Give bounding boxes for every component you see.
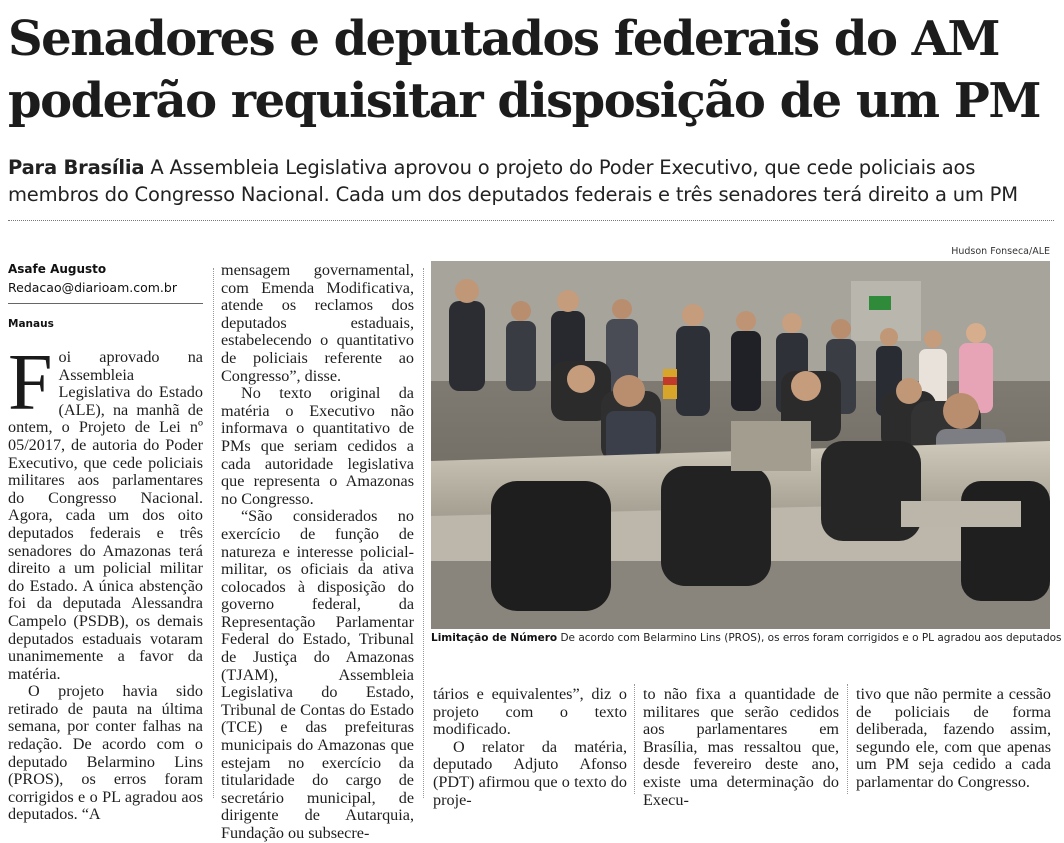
deck-text: A Assembleia Legislativa aprovou o projeto do Poder Executivo, que cede policiais aos membros do Congresso Nacional. Cada um dos deputados federais e três senadores terá direito a um PM xyxy=(8,156,1018,206)
deck-kicker: Para Brasília xyxy=(8,156,145,179)
photo-illustration xyxy=(431,261,1050,629)
headline-line-2: poderão requisitar disposição de um PM xyxy=(8,73,1040,129)
article-column-2 xyxy=(221,262,414,843)
deck xyxy=(8,154,1058,208)
caption-title: Limitação de Número xyxy=(431,632,558,644)
column-divider xyxy=(213,268,214,798)
photo-credit: Hudson Fonseca/ALE xyxy=(951,246,1050,257)
article-paragraph: O projeto havia sido retirado de pauta na última semana, por conter falhas na redação. De acordo com o deputado Belarmino Lins (PROS), os erros foram corrigidos e o PL agradou aos deputados. “A xyxy=(8,682,203,824)
article-paragraph: oi aprovado na Assembleia Legislativa do Estado (ALE), na manhã de ontem, o Projeto de Lei nº 05/2017, de autoria do Poder Executivo, que cede policiais militares aos parlamentares do Congresso Nacional. Agora, cada um dos oito deputados federais e três senadores do Amazonas terá direito a um policial militar do Estado. A única abstenção foi da deputada Alessandra Campelo (PSDB), os demais deputados estaduais votaram unanimemente a favor da matéria. xyxy=(8,348,203,683)
article-paragraph: mensagem governamental, com Emenda Modificativa, atende os reclamos dos deputados estaduais, estabelecendo o quantitativo de policiais referente ao Congresso”, disse. xyxy=(221,261,414,385)
column-divider xyxy=(634,684,635,794)
headline-line-1: Senadores e deputados federais do AM xyxy=(8,11,1000,67)
dateline: Manaus xyxy=(8,318,54,330)
byline-author: Asafe Augusto xyxy=(8,262,107,276)
article-column-1 xyxy=(8,339,203,824)
news-photo xyxy=(431,261,1050,629)
article-paragraph: O relator da matéria, deputado Adjuto Afonso (PDT) afirmou que o texto do proje- xyxy=(433,737,627,809)
byline-divider xyxy=(8,303,203,304)
article-column-4 xyxy=(643,686,839,809)
article-paragraph: tivo que não permite a cessão de policiais de forma deliberada, fazendo assim, segundo ele, com que apenas um PM seja cedido a cada parlamentar do Congresso. xyxy=(856,685,1051,791)
byline-email: Redacao@diarioam.com.br xyxy=(8,280,177,295)
column-divider xyxy=(847,684,848,794)
headline xyxy=(8,8,1058,132)
caption-text: De acordo com Belarmino Lins (PROS), os erros foram corrigidos e o PL agradou aos deputados xyxy=(557,632,1062,644)
drop-cap: F xyxy=(8,339,53,427)
article-column-3 xyxy=(433,686,627,809)
article-paragraph: tários e equivalentes”, diz o projeto com o texto modificado. xyxy=(433,685,627,739)
photo-caption xyxy=(431,632,1062,644)
article-paragraph: “São considerados no exercício de função de natureza e interesse policial-militar, os oficiais da ativa colocados à disposição do governo federal, da Representação Parlamentar Federal do Estado, Tribunal de Justiça do Amazonas (TJAM), Assembleia Legislativa do Estado, Tribunal de Contas do Estado (TCE) e das prefeituras municipais do Amazonas que estejam no exercício da titularidade do cargo de secretário municipal, de dirigente de Autarquia, Fundação ou subsecre- xyxy=(221,507,414,842)
article-paragraph: to não fixa a quantidade de militares que serão cedidos aos parlamentares em Brasília, mas ressaltou que, desde fevereiro deste ano, existe uma determinação do Execu- xyxy=(643,685,839,809)
article-paragraph: No texto original da matéria o Executivo não informava o quantitativo de PMs que seriam cedidos a cada autoridade legislativa que representa o Amazonas no Congresso. xyxy=(221,384,414,508)
section-divider xyxy=(8,220,1054,221)
article-column-5 xyxy=(856,686,1051,792)
column-divider xyxy=(423,268,424,798)
